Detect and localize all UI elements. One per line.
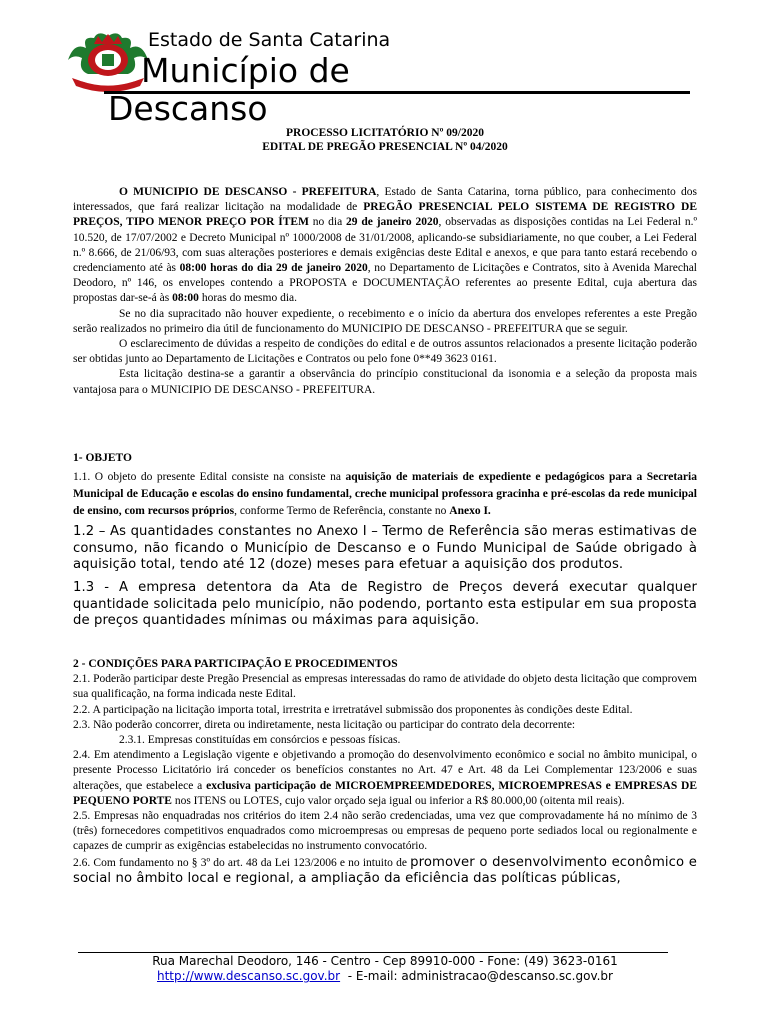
text-span: no dia	[308, 216, 347, 229]
process-title: PROCESSO LICITATÓRIO Nº 09/2020	[286, 127, 484, 139]
text-span: , Estado de Santa Catarina, torna público, para conhecimento dos interessados, que fará realizar licitação na modalidade de	[73, 186, 697, 214]
intro-section	[73, 185, 697, 398]
clause-1-1	[73, 469, 697, 520]
time-bold: 08:00	[172, 292, 199, 305]
edital-title: EDITAL DE PREGÃO PRESENCIAL Nº 04/2020	[262, 141, 508, 153]
clause-2-4	[73, 748, 697, 809]
municipality-name: Município de	[141, 51, 350, 90]
municipality-bold: O MUNICIPIO DE DESCANSO - PREFEITURA	[119, 186, 377, 198]
clause-1-3: 1.3 - A empresa detentora da Ata de Registro de Preços deverá executar qualquer quantidade solicitada pelo município, não podendo, portanto esta estipular em sua proposta de preços quantidades mínimas ou máximas para aquisição.	[73, 579, 697, 629]
section-1-heading: 1- OBJETO	[73, 452, 132, 464]
intro-paragraph-2: Se no dia supracitado não houver expediente, o recebimento e o início da abertura dos envelopes referentes a este Pregão serão realizados no primeiro dia útil de funcionamento do MUNICIPIO DE DESCANSO - PREFEITURA que se seguir.	[73, 307, 697, 335]
municipal-seal-icon	[64, 30, 152, 98]
text-span: , observadas as disposições contidas na Lei Federal n.º 10.520, de 17/07/2002 e Decreto Municipal nº 1000/2008 de 31/01/2008, aplicando-se subsidiariamente, no que couber, a Lei Federal n.º 8.666, de 21/06/93, com suas alterações posteriores e demais exigências deste Edital e anexos, e que para tanto estará recebendo o credenciamento até às	[73, 216, 698, 275]
clause-2-3-1: 2.3.1. Empresas constituídas em consórcios e pessoas físicas.	[119, 734, 401, 747]
intro-paragraph-3: O esclarecimento de dúvidas a respeito de condições do edital e de outros assuntos relacionados a presente licitação poderão ser obtidas junto ao Departamento de Licitações e Contratos ou pelo fone 0**49 3623 0161.	[73, 338, 697, 366]
text-span-sans: promover o desenvolvimento econômico e social no âmbito local e regional, a ampliação da eficiência das políticas públicas,	[73, 854, 697, 887]
text-span: , no Departamento de Licitações e Contratos, sito à Avenida Marechal Deodoro, nº 146, os envelopes contendo a PROPOSTA e DOCUMENTAÇÃO referentes ao presente Edital, cuja abertura das propostas dar-se-á às	[73, 262, 698, 305]
footer-email: - E-mail: administracao@descanso.sc.gov.br	[340, 969, 613, 983]
text-span: , conforme Termo de Referência, constante no	[234, 505, 450, 518]
clause-2-2: 2.2. A participação na licitação importa total, irrestrita e irretratável submissão dos proponentes às condições deste Edital.	[73, 703, 633, 716]
intro-paragraph-1	[73, 185, 697, 307]
footer-contact	[0, 969, 770, 983]
municipality-name-line2: Descanso	[108, 89, 268, 128]
section-1	[73, 451, 697, 630]
clause-1-2: 1.2 – As quantidades constantes no Anexo I – Termo de Referência são meras estimativas de consumo, não ficando o Município de Descanso e o Fundo Municipal de Saúde obrigado à aquisição total, tendo até 12 (doze) meses para efetuar a aquisição dos produtos.	[73, 524, 697, 573]
clause-2-5: 2.5. Empresas não enquadradas nos critérios do item 2.4 não serão credenciadas, uma vez que comprovadamente há no mínimo de 3 (três) fornecedores competitivos enquadrados como microempresas ou empresas de pequeno porte sediados local ou regionalmente e capazes de cumprir as exigências estabelecidas no instrumento convocatório.	[73, 810, 697, 853]
website-link[interactable]: http://www.descanso.sc.gov.br	[157, 969, 341, 983]
footer-address: Rua Marechal Deodoro, 146 - Centro - Cep 89910-000 - Fone: (49) 3623-0161	[152, 954, 618, 968]
text-span: 2.6. Com fundamento no § 3º do art. 48 da Lei 123/2006 e no intuito de	[73, 856, 411, 869]
text-span: horas do mesmo dia.	[198, 292, 297, 305]
exclusive-bold: exclusiva participação de MICROEMPREEMDEDORES, MICROEMPRESAS e EMPRESAS DE PEQUENO PORTE	[73, 779, 698, 807]
clause-2-6	[73, 855, 697, 888]
modality-bold: PREGÃO PRESENCIAL PELO SISTEMA DE REGISTRO DE PREÇOS, TIPO MENOR PREÇO POR ÍTEM	[73, 201, 698, 229]
section-2-heading: 2 - CONDIÇÕES PARA PARTICIPAÇÃO E PROCEDIMENTOS	[73, 658, 398, 670]
state-name: Estado de Santa Catarina	[148, 29, 391, 51]
annex-bold: Anexo I.	[449, 505, 491, 518]
text-span: 2.4. Em atendimento a Legislação vigente e objetivando a promoção do desenvolvimento econômico e social no âmbito municipal, o presente Processo Licitatório irá conceder os benefícios constantes no Art. 47 e Art. 48 da Lei Complementar 123/2006 e suas alterações, que estabelece a	[73, 749, 697, 792]
clause-2-3: 2.3. Não poderão concorrer, direta ou indiretamente, nesta licitação ou participar do contrato dela decorrente:	[73, 718, 576, 731]
intro-paragraph-4: Esta licitação destina-se a garantir a observância do princípio constitucional da isonomia e a seleção da proposta mais vantajosa para o MUNICIPIO DE DESCANSO - PREFEITURA.	[73, 368, 697, 396]
text-span: nos ITENS ou LOTES, cujo valor orçado seja igual ou inferior a R$ 80.000,00 (oitenta mil reais).	[171, 794, 625, 807]
clause-2-1: 2.1. Poderão participar deste Pregão Presencial as empresas interessadas do ramo de atividade do objeto desta licitação que comprovem sua qualificação, na forma indicada neste Edital.	[73, 673, 697, 701]
date-bold: 29 de janeiro 2020	[346, 216, 439, 229]
footer-rule	[78, 952, 668, 953]
text-span: 1.1. O objeto do presente Edital consiste na consiste na	[73, 471, 346, 484]
object-bold: aquisição de materiais de expediente e pedagógicos para a Secretaria Municipal de Educação e escolas do ensino fundamental, creche municipal professora gracinha e pré-escolas da rede municipal de ensino, com recursos próprios	[73, 471, 697, 518]
section-2	[73, 657, 697, 888]
time-bold: 08:00 horas do dia 29 de janeiro 2020	[179, 262, 368, 275]
